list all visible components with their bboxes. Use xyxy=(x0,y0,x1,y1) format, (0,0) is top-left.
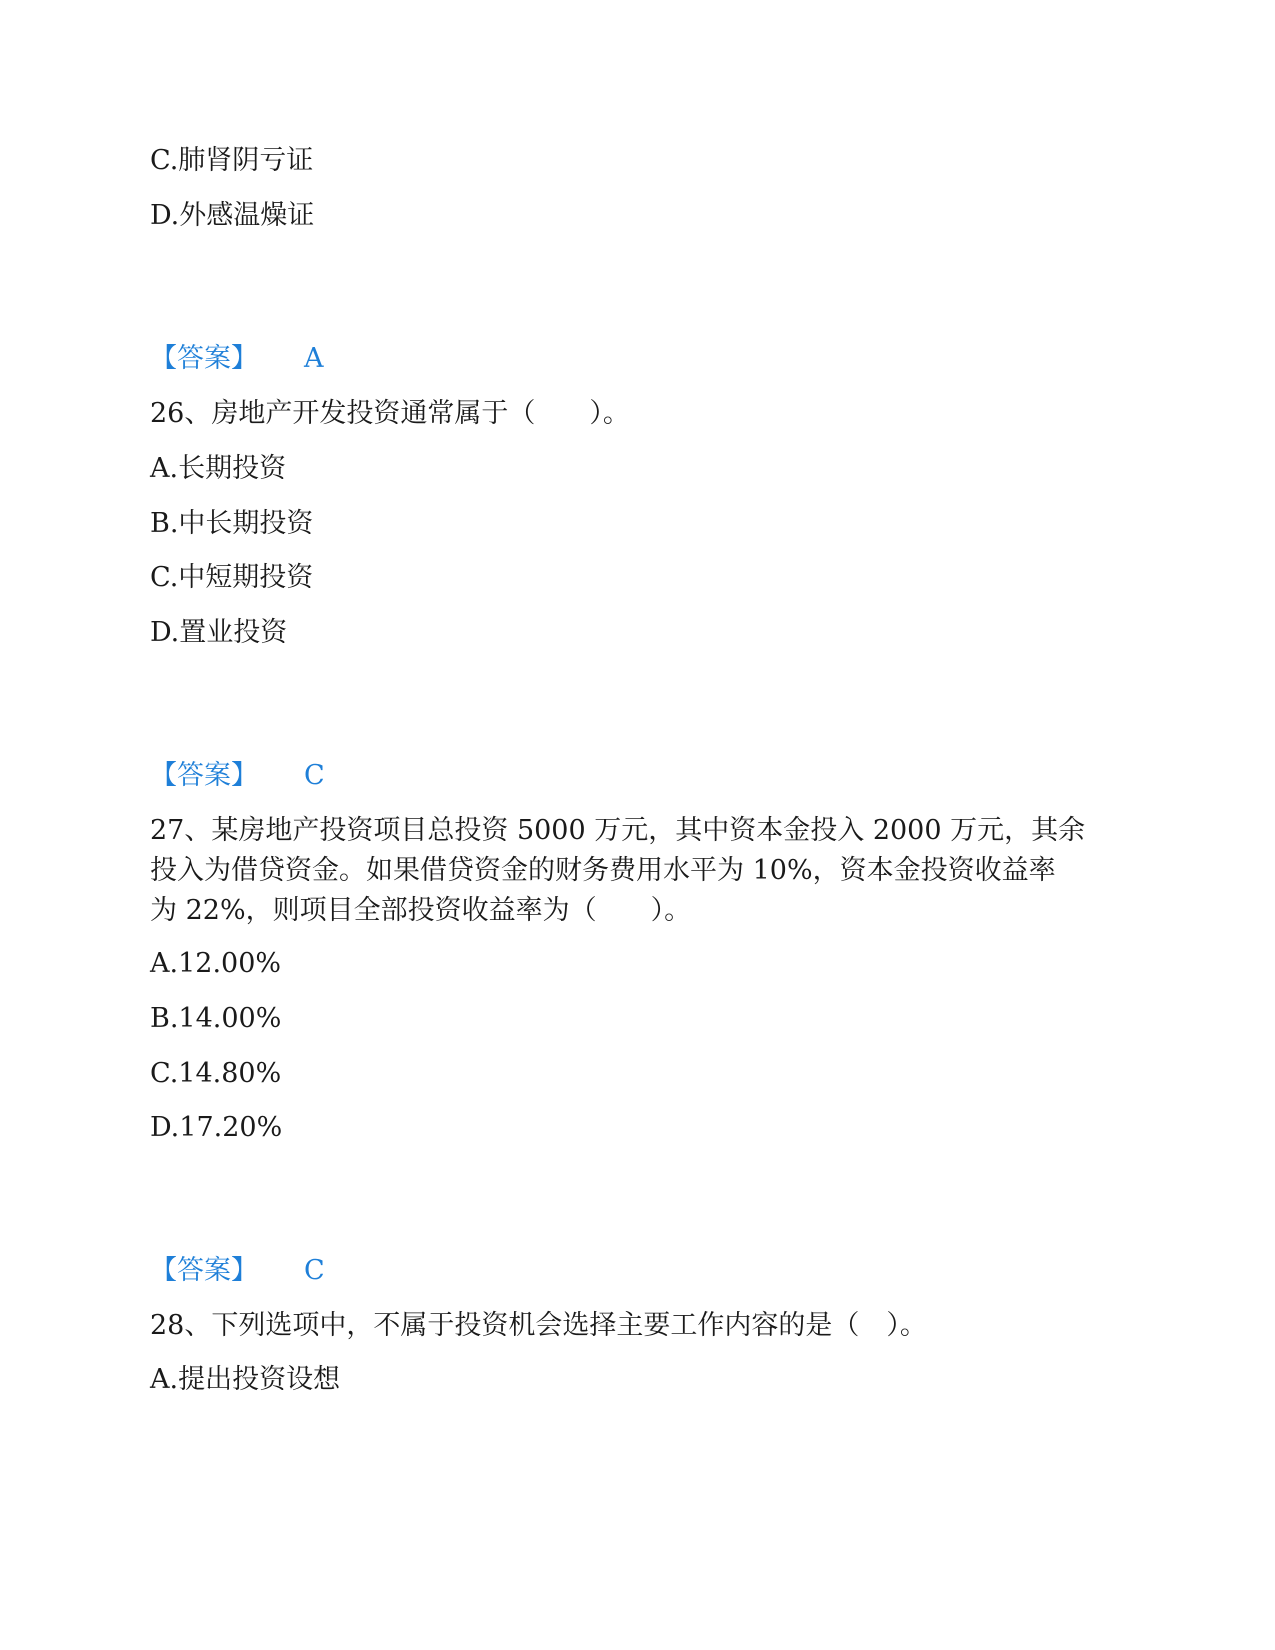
option-a: A.提出投资设想 xyxy=(150,1364,341,1395)
answer-label: 【答案】 xyxy=(150,760,258,791)
option-d: D.置业投资 xyxy=(150,617,288,648)
option-b: B.14.00% xyxy=(150,1003,282,1034)
question-27-line-3: 为 22%，则项目全部投资收益率为（ ）。 xyxy=(150,895,692,926)
answer-value: C xyxy=(304,760,325,791)
answer-value: C xyxy=(304,1255,325,1286)
option-d: D.外感温燥证 xyxy=(150,200,315,231)
option-a: A.12.00% xyxy=(150,948,282,979)
answer-line xyxy=(150,1251,325,1291)
option-c: C.肺肾阴亏证 xyxy=(150,145,314,176)
option-d: D.17.20% xyxy=(150,1112,283,1143)
question-27-line-2: 投入为借贷资金。如果借贷资金的财务费用水平为 10%，资本金投资收益率 xyxy=(150,855,1056,886)
option-a: A.长期投资 xyxy=(150,453,287,484)
option-c: C.14.80% xyxy=(150,1058,282,1089)
option-c: C.中短期投资 xyxy=(150,562,314,593)
question-26: 26、房地产开发投资通常属于（ ）。 xyxy=(150,398,630,429)
answer-value: A xyxy=(304,343,324,374)
question-27-line-1: 27、某房地产投资项目总投资 5000 万元，其中资本金投入 2000 万元，其余 xyxy=(150,815,1086,846)
answer-label: 【答案】 xyxy=(150,1255,258,1286)
question-28: 28、下列选项中，不属于投资机会选择主要工作内容的是（ ）。 xyxy=(150,1310,927,1341)
option-b: B.中长期投资 xyxy=(150,508,314,539)
answer-label: 【答案】 xyxy=(150,343,258,374)
answer-line xyxy=(150,756,325,796)
answer-line xyxy=(150,339,324,379)
